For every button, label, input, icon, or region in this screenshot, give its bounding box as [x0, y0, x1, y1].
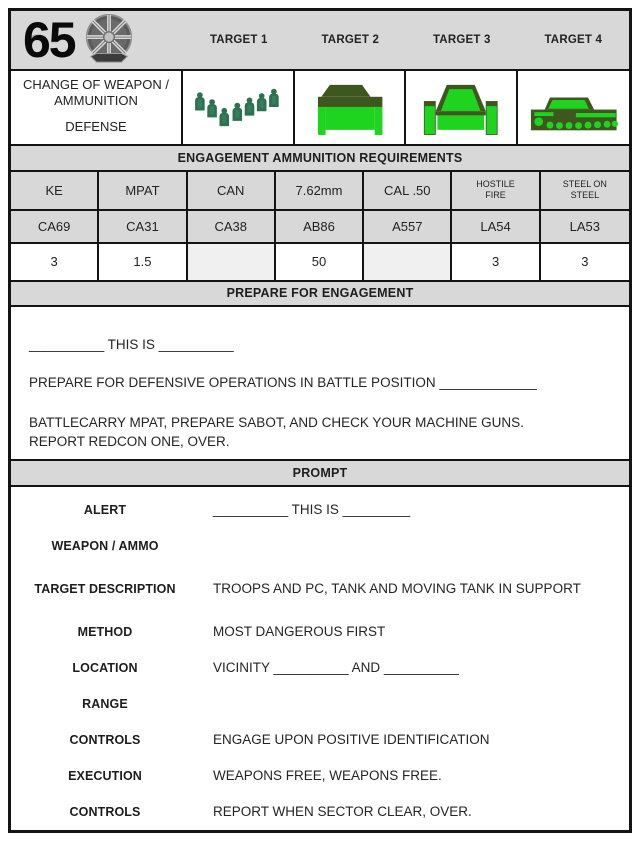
prompt-row-target-description: [11, 564, 629, 614]
ammo-col-header: 7.62mm: [276, 172, 364, 211]
ammo-table: [11, 172, 629, 282]
prompt-value: WEAPONS FREE, WEAPONS FREE.: [213, 768, 442, 784]
task-line-1: CHANGE OF WEAPON /: [23, 76, 169, 92]
prompt-label: ALERT: [83, 503, 127, 517]
prompt-label: CONTROLS: [69, 733, 141, 747]
prompt-row-controls-2: [11, 794, 629, 830]
ammo-code-cell: LA53: [541, 211, 629, 244]
prompt-value: TROOPS AND PC, TANK AND MOVING TANK IN SUPPORT: [213, 581, 581, 597]
master-gunner-badge-icon: [83, 12, 135, 68]
top-header-row: [11, 11, 629, 71]
task-description-cell: [11, 71, 183, 144]
target-2-label: TARGET 2: [321, 33, 380, 46]
task-line-2: AMMUNITION: [54, 93, 138, 109]
target-1-label: TARGET 1: [209, 33, 268, 46]
prompt-row-method: [11, 614, 629, 650]
target-3-cell: [406, 71, 518, 144]
ammo-value-cell: [364, 244, 452, 282]
moving-tank-silhouette-icon: [524, 74, 624, 141]
pc-front-silhouette-icon: [301, 74, 399, 141]
ammo-col-header-text: HOSTILE FIRE: [476, 179, 515, 201]
ammo-value-cell: 3: [452, 244, 540, 282]
prompt-section-title: PROMPT: [11, 461, 629, 487]
prompt-label: METHOD: [77, 625, 133, 639]
prompt-row-weapon-ammo: [11, 528, 629, 564]
task-line-3: DEFENSE: [65, 119, 127, 135]
ammo-code-cell: CA31: [99, 211, 187, 244]
prepare-battlecarry-line-2: REPORT REDCON ONE, OVER.: [29, 434, 230, 450]
engagement-card: [8, 8, 632, 833]
ammo-code-cell: LA54: [452, 211, 540, 244]
prompt-label: EXECUTION: [68, 769, 142, 783]
tank-front-silhouette-icon: [412, 74, 510, 141]
ammo-col-header: [452, 172, 540, 211]
ammo-value-cell: 3: [11, 244, 99, 282]
prepare-battlecarry-line-1: BATTLECARRY MPAT, PREPARE SABOT, AND CHECK YOUR MACHINE GUNS.: [29, 415, 524, 431]
table-id-cell: [11, 11, 183, 69]
prompt-value: MOST DANGEROUS FIRST: [213, 624, 386, 640]
prepare-operations-line: PREPARE FOR DEFENSIVE OPERATIONS IN BATTLE POSITION _____________: [29, 375, 537, 391]
ammo-col-header-text: STEEL ON STEEL: [562, 179, 607, 201]
prompt-value: VICINITY __________ AND __________: [213, 660, 459, 676]
ammo-col-header: KE: [11, 172, 99, 211]
ammo-col-header: CAL .50: [364, 172, 452, 211]
target-1-cell: [183, 71, 295, 144]
target-silhouette-row: [11, 71, 629, 146]
prompt-label: CONTROLS: [69, 805, 141, 819]
prompt-value: REPORT WHEN SECTOR CLEAR, OVER.: [213, 804, 472, 820]
prompt-section-body: [11, 487, 629, 830]
ammo-col-header: [541, 172, 629, 211]
target-2-cell: [295, 71, 407, 144]
ammo-value-cell: 3: [541, 244, 629, 282]
ammo-requirements-title: ENGAGEMENT AMMUNITION REQUIREMENTS: [11, 146, 629, 172]
table-number: 65: [23, 12, 75, 69]
prepare-section-title: PREPARE FOR ENGAGEMENT: [11, 282, 629, 308]
ammo-value-cell: [188, 244, 276, 282]
target-4-cell: [518, 71, 630, 144]
ammo-value-cell: 50: [276, 244, 364, 282]
prompt-row-range: [11, 686, 629, 722]
ammo-code-cell: AB86: [276, 211, 364, 244]
prompt-row-alert: [11, 492, 629, 528]
ammo-value-cell: 1.5: [99, 244, 187, 282]
prompt-label: RANGE: [82, 697, 128, 711]
ammo-col-header: MPAT: [99, 172, 187, 211]
prompt-label: LOCATION: [72, 661, 138, 675]
ammo-code-cell: CA38: [188, 211, 276, 244]
prompt-row-execution: [11, 758, 629, 794]
prompt-label: TARGET DESCRIPTION: [34, 582, 176, 596]
target-4-label: TARGET 4: [544, 33, 603, 46]
prepare-battlecarry-line: [29, 414, 613, 452]
target-3-label: TARGET 3: [432, 33, 491, 46]
prompt-value: __________ THIS IS _________: [213, 502, 411, 518]
prompt-label: WEAPON / AMMO: [51, 539, 159, 553]
prepare-section-body: [11, 307, 629, 461]
ammo-col-header: CAN: [188, 172, 276, 211]
prompt-row-location: [11, 650, 629, 686]
prompt-row-controls-1: [11, 722, 629, 758]
prompt-value: ENGAGE UPON POSITIVE IDENTIFICATION: [213, 732, 490, 748]
prepare-callsign-line: __________ THIS IS __________: [29, 337, 234, 353]
troops-silhouette-icon: [189, 74, 287, 141]
ammo-code-cell: CA69: [11, 211, 99, 244]
ammo-code-cell: A557: [364, 211, 452, 244]
